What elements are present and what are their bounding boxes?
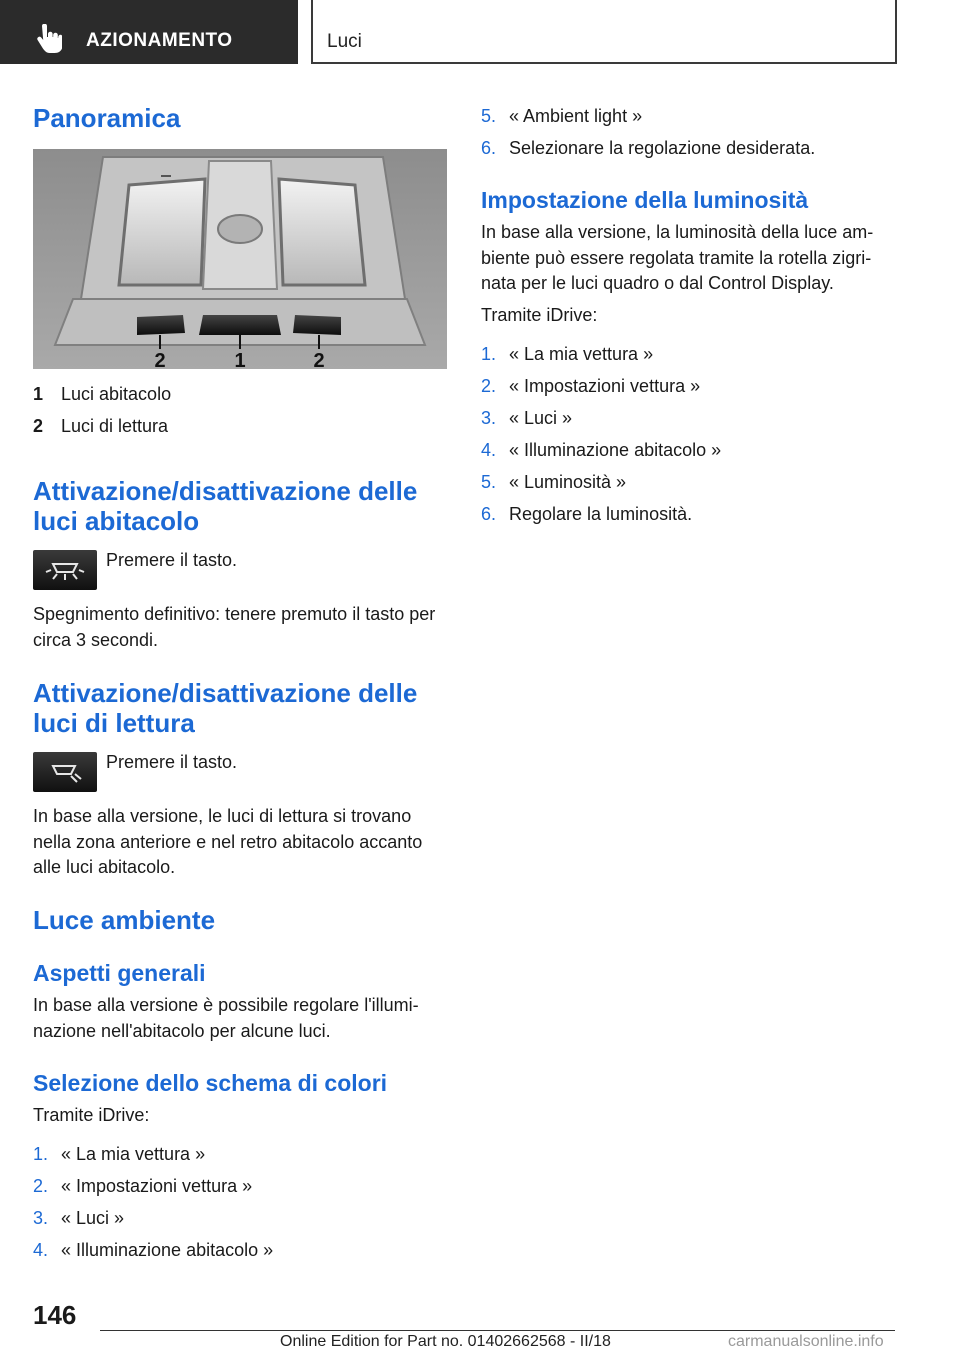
brightness-desc-text: In base alla versione, la luminosità della luce am-biente può essere regolata tramite la rotella zigri-nata per le luci quadro o dal Control Display.: [481, 222, 874, 293]
step-text: Selezionare la regolazione desiderata.: [509, 138, 816, 158]
step-text: « La mia vettura »: [509, 344, 654, 364]
reading-light-icon: [33, 752, 97, 792]
reading-desc-text: In base alla versione, le luci di lettura si trovano nella zona anteriore e nel retro abitacolo accanto alle luci abitacolo.: [33, 806, 423, 877]
cabin-light-button-icon: [33, 550, 97, 590]
step-text: « Impostazioni vettura »: [61, 1176, 253, 1196]
step-number: 5.: [481, 106, 497, 126]
page-number: 146: [33, 1300, 77, 1330]
callout-1: 1: [234, 350, 246, 369]
step-number: 4.: [481, 440, 497, 460]
step-number: 3.: [481, 408, 497, 428]
step-text: « Impostazioni vettura »: [509, 376, 701, 396]
legend-label: Luci di lettura: [61, 416, 169, 436]
hand-pointer-icon: [36, 24, 62, 54]
cabin-off-text: Spegnimento definitivo: tenere premuto il tasto per circa 3 secondi.: [33, 604, 436, 650]
step-number: 6.: [481, 138, 497, 158]
reading-light-button-icon: [33, 752, 97, 792]
step-text: Regolare la luminosità.: [509, 504, 693, 524]
step-number: 6.: [481, 504, 497, 524]
heading-cabin-lights: Attivazione/disattivazione delle luci abitacolo: [33, 476, 418, 536]
step-number: 2.: [33, 1176, 49, 1196]
breadcrumb-label: Luci: [327, 31, 362, 52]
step-text: « La mia vettura »: [61, 1144, 206, 1164]
heading-general: Aspetti generali: [33, 960, 206, 986]
step-number: 2.: [481, 376, 497, 396]
section-label: AZIONAMENTO: [86, 30, 233, 51]
step-number: 3.: [33, 1208, 49, 1228]
cabin-light-icon: [33, 550, 97, 590]
brightness-via-text: Tramite iDrive:: [481, 305, 598, 325]
legend-label: Luci abitacolo: [61, 384, 172, 404]
step-text: « Ambient light »: [509, 106, 643, 126]
scheme-via-text: Tramite iDrive:: [33, 1105, 150, 1125]
heading-reading-lights: Attivazione/disattivazione delle luci di lettura: [33, 678, 418, 738]
footer-divider: [100, 1330, 895, 1331]
step-number: 1.: [33, 1144, 49, 1164]
step-text: « Luci »: [61, 1208, 125, 1228]
heading-brightness: Impostazione della luminosità: [481, 187, 809, 213]
legend-number: 2: [33, 416, 44, 436]
step-text: « Luci »: [509, 408, 573, 428]
general-desc-text: In base alla versione è possibile regolare l'illumi-nazione nell'abitacolo per alcune luci.: [33, 995, 419, 1041]
cabin-press-text: Premere il tasto.: [106, 550, 238, 570]
legend-number: 1: [33, 384, 44, 404]
heading-color-scheme: Selezione dello schema di colori: [33, 1070, 388, 1096]
callout-2-left: 2: [154, 350, 166, 369]
section-tab: [0, 0, 298, 64]
callout-2-right: 2: [313, 350, 325, 369]
overhead-console-image: [33, 149, 447, 369]
watermark: carmanualsonline.info: [728, 1333, 884, 1350]
footer-edition: Online Edition for Part no. 01402662568 - II/18: [280, 1333, 611, 1350]
step-number: 1.: [481, 344, 497, 364]
step-number: 5.: [481, 472, 497, 492]
step-number: 4.: [33, 1240, 49, 1260]
step-text: « Luminosità »: [509, 472, 627, 492]
step-text: « Illuminazione abitacolo »: [509, 440, 722, 460]
heading-overview: Panoramica: [33, 103, 181, 133]
heading-ambient-light: Luce ambiente: [33, 905, 216, 935]
reading-press-text: Premere il tasto.: [106, 752, 238, 772]
breadcrumb: [311, 0, 897, 64]
step-text: « Illuminazione abitacolo »: [61, 1240, 274, 1260]
